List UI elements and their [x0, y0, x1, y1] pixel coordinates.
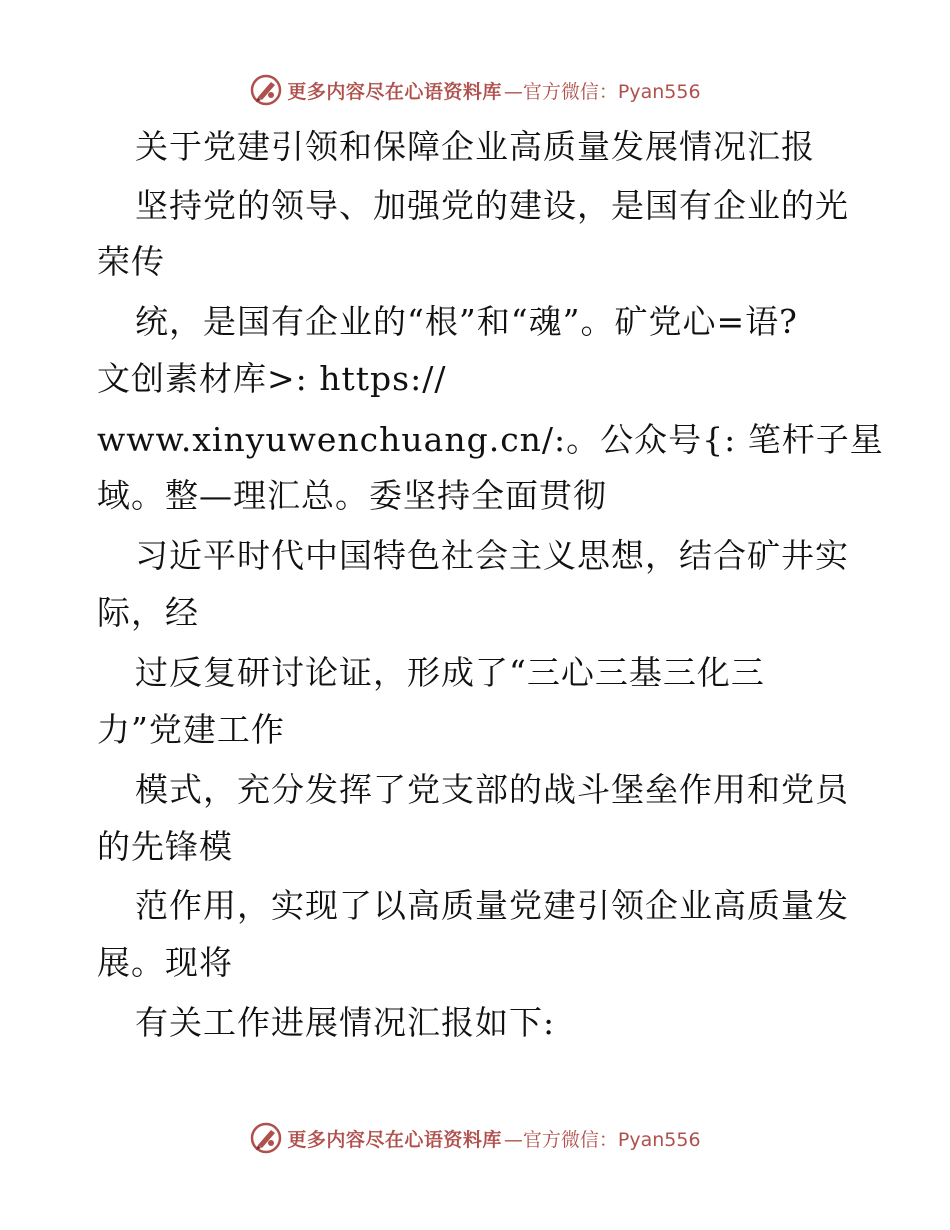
header-contact-text: —官方微信：Pyan556 — [503, 80, 701, 103]
paragraph-line: 习近平时代中国特色社会主义思想，结合矿井实 — [135, 536, 849, 575]
pen-logo-icon — [249, 1121, 283, 1155]
paragraph-line: 过反复研讨论证，形成了“三心三基三化三 — [135, 653, 765, 692]
paragraph-line: www.xinyuwenchuang.cn/:。公众号{: 笔杆子星 — [97, 420, 884, 459]
pen-logo-icon — [249, 73, 283, 107]
paragraph-line: 模式，充分发挥了党支部的战斗堡垒作用和党员 — [135, 770, 849, 809]
paragraph-line: 坚持党的领导、加强党的建设，是国有企业的光 — [135, 186, 849, 225]
paragraph-line: 有关工作进展情况汇报如下: — [135, 1003, 556, 1042]
paragraph-line: 文创素材库>: https:// — [97, 359, 447, 398]
paragraph-line: 际，经 — [97, 593, 199, 632]
paragraph-line: 力”党建工作 — [97, 710, 285, 749]
paragraph-line: 的先锋模 — [97, 827, 233, 866]
document-title: 关于党建引领和保障企业高质量发展情况汇报 — [135, 127, 815, 166]
paragraph-line: 范作用，实现了以高质量党建引领企业高质量发 — [135, 886, 849, 925]
paragraph-line: 统，是国有企业的“根”和“魂”。矿党心=语? — [135, 302, 798, 341]
paragraph-line: 展。现将 — [97, 943, 233, 982]
footer-contact-text: —官方微信：Pyan556 — [503, 1128, 701, 1151]
paragraph-line: 荣传 — [97, 242, 165, 281]
header-banner — [0, 70, 950, 110]
header-site-text: 更多内容尽在心语资料库 — [287, 80, 502, 103]
paragraph-line: 域。整—理汇总。委坚持全面贯彻 — [97, 476, 607, 515]
footer-banner — [0, 1118, 950, 1158]
footer-site-text: 更多内容尽在心语资料库 — [287, 1128, 502, 1151]
